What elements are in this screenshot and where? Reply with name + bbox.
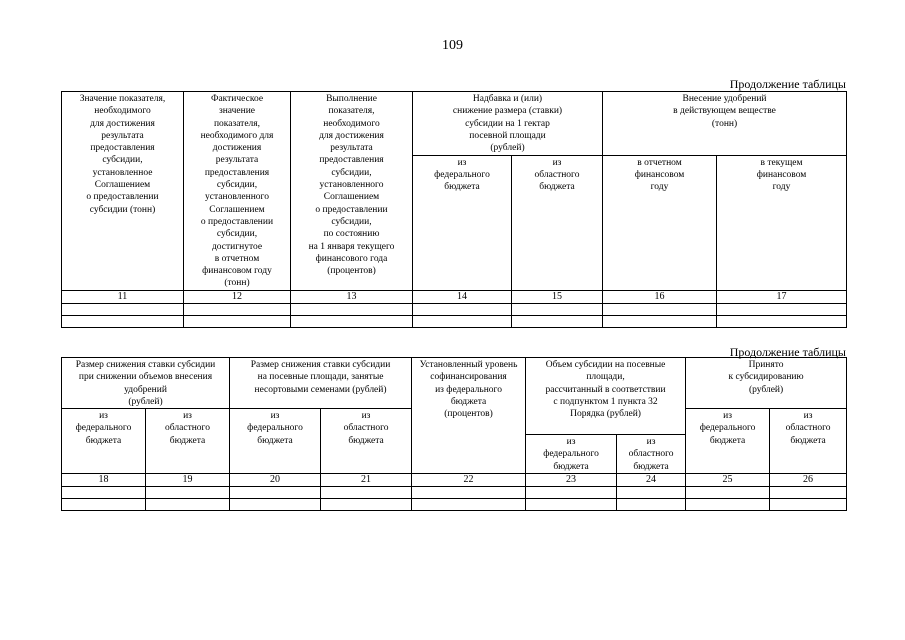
table2-header-col23: из федерального бюджета bbox=[526, 435, 617, 474]
table-cell bbox=[146, 499, 230, 511]
table2-header-col22: Установленный уровень софинансирования из федерального бюджета (процентов) bbox=[412, 358, 526, 474]
table1-header-surcharge-group: Надбавка и (или) снижение размера (ставки) субсидии на 1 гектар посевной площади (рублей) bbox=[413, 92, 603, 156]
table1-colnum-16: 16 bbox=[603, 290, 717, 303]
table1 bbox=[61, 91, 847, 328]
table1-header-col12: Фактическое значение показателя, необходимого для достижения результата предоставления субсидии, установленного Соглашением о предоставлении субсидии, достигнутое в отчетном финансовом году (тонн) bbox=[184, 92, 291, 291]
table-cell bbox=[291, 315, 413, 327]
table1-header-col13: Выполнение показателя, необходимого для достижения результата предоставления субсидии, установленного Соглашением о предоставлении субсидии, по состоянию на 1 января текущего финансового года (процентов) bbox=[291, 92, 413, 291]
table-cell bbox=[230, 499, 321, 511]
table2-header-col18: из федерального бюджета bbox=[62, 409, 146, 474]
table-cell bbox=[526, 487, 617, 499]
table1-continuation-label: Продолжение таблицы bbox=[729, 77, 846, 91]
table-cell bbox=[603, 303, 717, 315]
table-cell bbox=[526, 499, 617, 511]
table-cell bbox=[717, 303, 847, 315]
table-cell bbox=[413, 303, 512, 315]
table1-header-fertilizer-group: Внесение удобрений в действующем веществе (тонн) bbox=[603, 92, 847, 156]
table2-colnum-26: 26 bbox=[770, 474, 847, 487]
table2-colnum-20: 20 bbox=[230, 474, 321, 487]
table2-colnum-25: 25 bbox=[686, 474, 770, 487]
table2-header-col19: из областного бюджета bbox=[146, 409, 230, 474]
table-cell bbox=[686, 487, 770, 499]
table1-header-col16: в отчетном финансовом году bbox=[603, 155, 717, 290]
table1-header-col17: в текущем финансовом году bbox=[717, 155, 847, 290]
table-cell bbox=[686, 499, 770, 511]
table2-header-accepted-group: Принято к субсидированию (рублей) bbox=[686, 358, 847, 409]
table-cell bbox=[230, 487, 321, 499]
table2-empty-row bbox=[62, 499, 847, 511]
table1-colnum-11: 11 bbox=[62, 290, 184, 303]
table1-colnum-17: 17 bbox=[717, 290, 847, 303]
table-cell bbox=[770, 487, 847, 499]
table2-colnum-18: 18 bbox=[62, 474, 146, 487]
table1-column-numbers-row bbox=[62, 290, 847, 303]
table-cell bbox=[770, 499, 847, 511]
table2-header-col21: из областного бюджета bbox=[321, 409, 412, 474]
table-cell bbox=[184, 303, 291, 315]
table1-colnum-13: 13 bbox=[291, 290, 413, 303]
table-cell bbox=[413, 315, 512, 327]
table2-header-volume-group: Объем субсидии на посевные площади, рассчитанный в соответствии с подпунктом 1 пункта 32 Порядка (рублей) bbox=[526, 358, 686, 435]
table1-header-row-1 bbox=[62, 92, 847, 156]
table2-empty-row bbox=[62, 487, 847, 499]
table-cell bbox=[62, 487, 146, 499]
table1-header-col14: из федерального бюджета bbox=[413, 155, 512, 290]
table2-header-col25: из федерального бюджета bbox=[686, 409, 770, 474]
table-cell bbox=[617, 499, 686, 511]
table2-colnum-22: 22 bbox=[412, 474, 526, 487]
table1-colnum-12: 12 bbox=[184, 290, 291, 303]
table-cell bbox=[62, 499, 146, 511]
table2-colnum-23: 23 bbox=[526, 474, 617, 487]
table2-header-col26: из областного бюджета bbox=[770, 409, 847, 474]
table-cell bbox=[512, 315, 603, 327]
table2-header-reduction-seeds-group: Размер снижения ставки субсидии на посевные площади, занятые несортовыми семенами (рублей) bbox=[230, 358, 412, 409]
page-number: 109 bbox=[442, 38, 463, 53]
table-cell bbox=[512, 303, 603, 315]
table-cell bbox=[617, 487, 686, 499]
table1-colnum-15: 15 bbox=[512, 290, 603, 303]
table1-colnum-14: 14 bbox=[413, 290, 512, 303]
table-cell bbox=[603, 315, 717, 327]
table2-header-row-1 bbox=[62, 358, 847, 409]
table-cell bbox=[146, 487, 230, 499]
table2-header-col24: из областного бюджета bbox=[617, 435, 686, 474]
table-cell bbox=[321, 487, 412, 499]
table-cell bbox=[291, 303, 413, 315]
table2-colnum-19: 19 bbox=[146, 474, 230, 487]
table2-header-col20: из федерального бюджета bbox=[230, 409, 321, 474]
table1-header-col11: Значение показателя, необходимого для достижения результата предоставления субсидии, установленное Соглашением о предоставлении субсидии (тонн) bbox=[62, 92, 184, 291]
table2 bbox=[61, 357, 847, 511]
table2-continuation-label: Продолжение таблицы bbox=[729, 345, 846, 359]
table-cell bbox=[717, 315, 847, 327]
table1-empty-row bbox=[62, 315, 847, 327]
table-cell bbox=[412, 499, 526, 511]
table-cell bbox=[62, 315, 184, 327]
table-cell bbox=[62, 303, 184, 315]
table2-header-reduction-fertilizer-group: Размер снижения ставки субсидии при снижении объемов внесения удобрений (рублей) bbox=[62, 358, 230, 409]
table2-column-numbers-row bbox=[62, 474, 847, 487]
table1-empty-row bbox=[62, 303, 847, 315]
table2-colnum-24: 24 bbox=[617, 474, 686, 487]
table2-colnum-21: 21 bbox=[321, 474, 412, 487]
table1-header-col15: из областного бюджета bbox=[512, 155, 603, 290]
table-cell bbox=[321, 499, 412, 511]
table-cell bbox=[184, 315, 291, 327]
table-cell bbox=[412, 487, 526, 499]
